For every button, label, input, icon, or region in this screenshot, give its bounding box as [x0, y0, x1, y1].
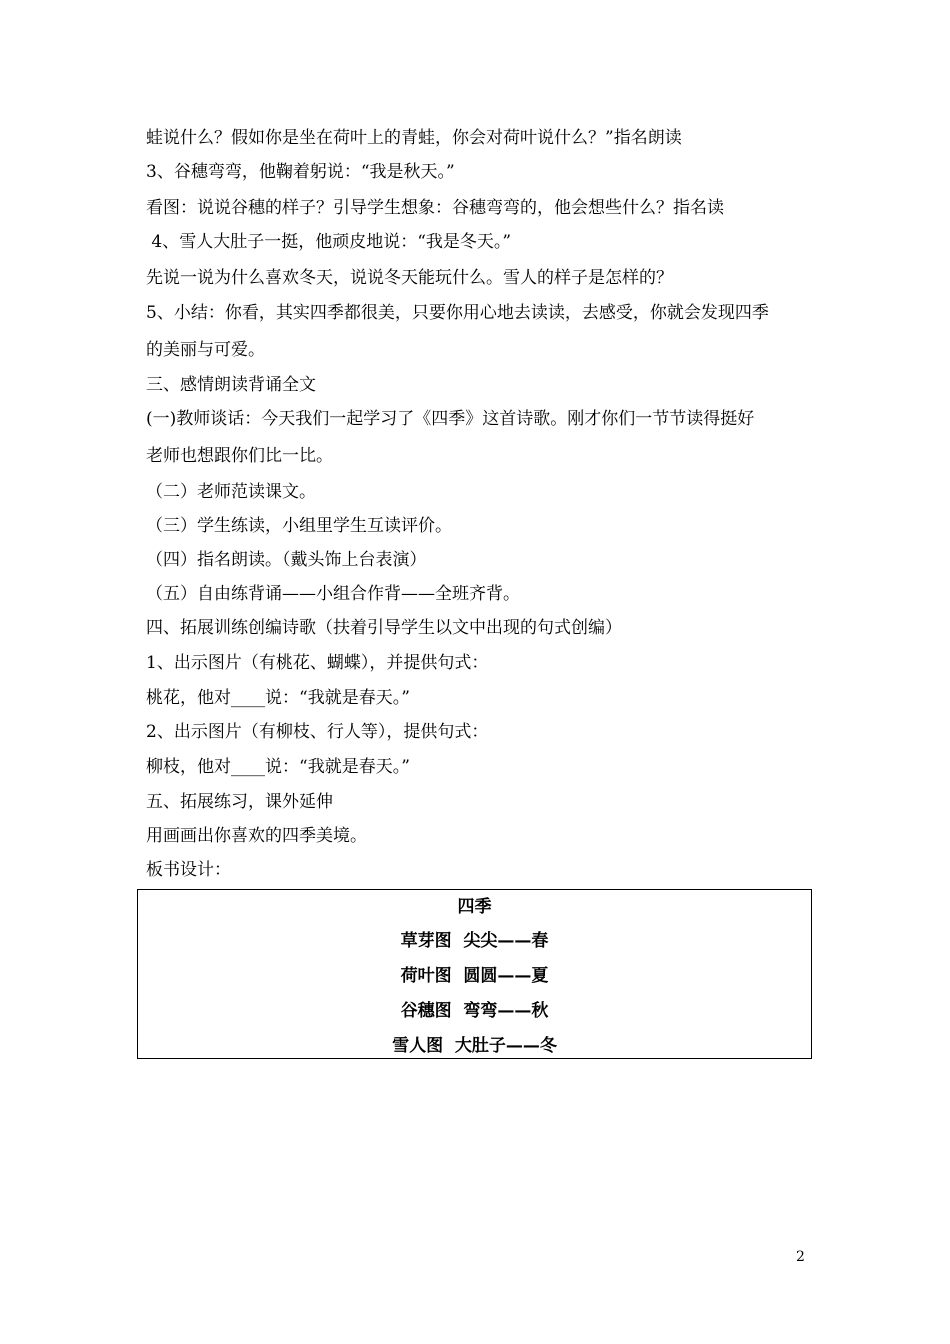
board-row: 荷叶图 圆圆——夏 — [400, 966, 549, 986]
text-line: 蛙说什么？假如你是坐在荷叶上的青蛙，你会对荷叶说什么？”指名朗读 — [146, 128, 682, 148]
text-line: （四）指名朗读。（戴头饰上台表演） — [146, 550, 427, 570]
text-line: （三）学生练读，小组里学生互读评价。 — [146, 516, 452, 536]
board-row: 草芽图 尖尖——春 — [400, 931, 549, 951]
text-line: 柳枝，他对____说：“我就是春天。” — [146, 757, 410, 777]
page-number: 2 — [796, 1249, 805, 1265]
text-line: 的美丽与可爱。 — [146, 340, 265, 360]
section-heading: 四、拓展训练创编诗歌（扶着引导学生以文中出现的句式创编） — [146, 618, 622, 638]
blackboard-design-box — [137, 889, 812, 1059]
text-line: 3、谷穗弯弯，他鞠着躬说：“我是秋天。” — [146, 162, 455, 182]
text-line: 板书设计： — [146, 860, 231, 880]
text-line: 用画画出你喜欢的四季美境。 — [146, 826, 367, 846]
board-title: 四季 — [457, 897, 492, 917]
board-row: 谷穗图 弯弯——秋 — [400, 1001, 549, 1021]
text-line: 5、小结：你看，其实四季都很美，只要你用心地去读读，去感受，你就会发现四季 — [146, 303, 769, 323]
text-line: 桃花，他对____说：“我就是春天。” — [146, 688, 410, 708]
board-row: 雪人图 大肚子——冬 — [392, 1036, 557, 1056]
section-heading: 三、感情朗读背诵全文 — [146, 375, 316, 395]
text-line: (一)教师谈话：今天我们一起学习了《四季》这首诗歌。刚才你们一节节读得挺好 — [146, 409, 755, 429]
text-line: 1、出示图片（有桃花、蝴蝶），并提供句式： — [146, 653, 489, 673]
text-line: 4、雪人大肚子一挺，他顽皮地说：“我是冬天。” — [146, 232, 512, 252]
text-line: （五）自由练背诵——小组合作背——全班齐背。 — [146, 584, 520, 604]
text-line: 2、出示图片（有柳枝、行人等），提供句式： — [146, 722, 489, 742]
text-line: 看图：说说谷穗的样子？引导学生想象：谷穗弯弯的，他会想些什么？指名读 — [146, 198, 724, 218]
text-line: 先说一说为什么喜欢冬天，说说冬天能玩什么。雪人的样子是怎样的？ — [146, 268, 673, 288]
text-line: （二）老师范读课文。 — [146, 482, 316, 502]
text-line: 老师也想跟你们比一比。 — [146, 446, 333, 466]
section-heading: 五、拓展练习，课外延伸 — [146, 792, 333, 812]
